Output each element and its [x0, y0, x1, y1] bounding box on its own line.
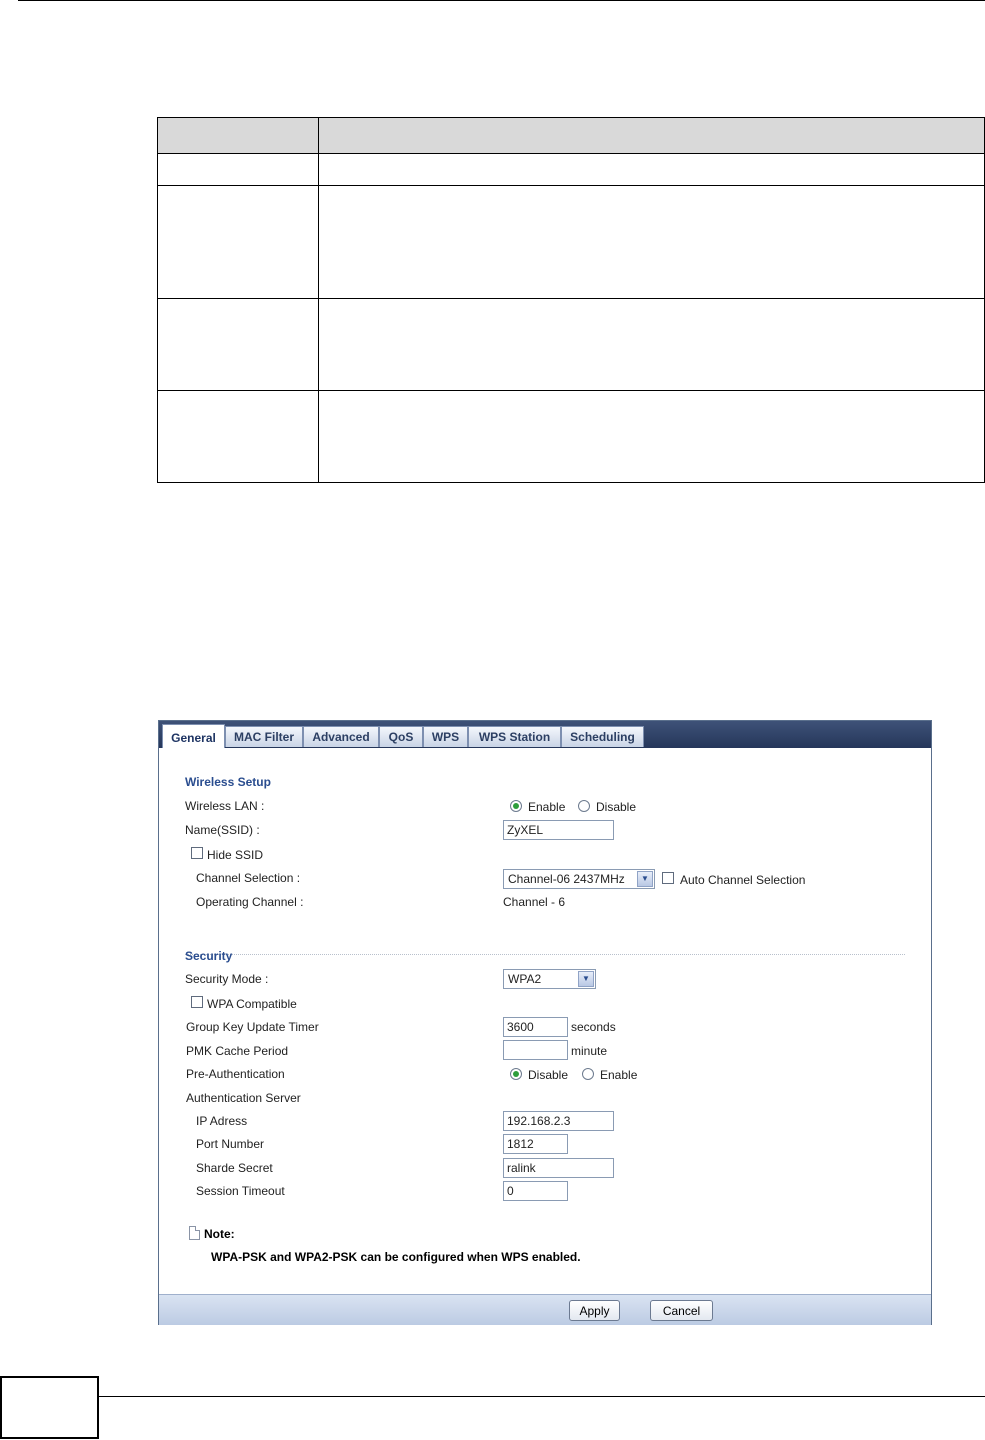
tab-mac-filter[interactable]: MAC Filter	[225, 726, 303, 747]
pre-auth-disable-radio[interactable]	[510, 1068, 522, 1080]
shared-secret-input[interactable]	[503, 1158, 614, 1178]
pre-auth-enable-radio[interactable]	[582, 1068, 594, 1080]
security-mode-dropdown[interactable]	[503, 969, 596, 989]
wireless-lan-disable-label: Disable	[596, 800, 637, 814]
footer-rule	[99, 1396, 985, 1397]
general-panel	[159, 748, 931, 1294]
chevron-down-icon: ▼	[578, 971, 594, 987]
note-title: Note:	[204, 1227, 235, 1241]
ip-address-label: IP Adress	[196, 1114, 248, 1128]
wireless-lan-enable-label: Enable	[528, 800, 566, 814]
ssid-label: Name(SSID) :	[185, 823, 260, 837]
security-mode-label: Security Mode :	[185, 972, 269, 986]
header-rule	[18, 0, 985, 1]
pre-auth-enable-label: Enable	[600, 1068, 638, 1082]
tab-wps[interactable]: WPS	[423, 726, 468, 747]
channel-selection-label: Channel Selection :	[196, 871, 301, 885]
button-bar	[159, 1294, 931, 1325]
group-key-label: Group Key Update Timer	[186, 1020, 319, 1034]
pre-auth-disable-label: Disable	[528, 1068, 569, 1082]
security-heading: Security	[185, 949, 233, 963]
table-row	[158, 299, 985, 391]
operating-channel-label: Operating Channel :	[196, 895, 304, 909]
port-number-label: Port Number	[196, 1137, 265, 1151]
wpa-compatible-label: WPA Compatible	[207, 997, 297, 1011]
ip-address-input[interactable]	[503, 1111, 614, 1131]
cancel-button[interactable]: Cancel	[650, 1300, 713, 1321]
channel-selection-value: Channel-06 2437MHz	[508, 872, 625, 886]
pmk-cache-unit: minute	[571, 1044, 608, 1058]
table-row	[158, 391, 985, 483]
section-divider	[185, 954, 905, 955]
security-mode-value: WPA2	[508, 972, 542, 986]
tab-bar	[159, 721, 931, 748]
hide-ssid-label: Hide SSID	[207, 848, 264, 862]
wireless-lan-disable-radio[interactable]	[578, 800, 590, 812]
tab-advanced[interactable]: Advanced	[303, 726, 379, 747]
pmk-cache-input[interactable]	[503, 1040, 568, 1060]
note-icon	[189, 1226, 200, 1240]
tab-scheduling[interactable]: Scheduling	[561, 726, 644, 747]
wireless-settings-window	[158, 720, 932, 1325]
table-header-row	[158, 118, 985, 154]
hide-ssid-checkbox[interactable]	[191, 847, 203, 859]
page-number-box	[0, 1376, 99, 1439]
shared-secret-label: Sharde Secret	[196, 1161, 273, 1175]
tab-qos[interactable]: QoS	[379, 726, 423, 747]
operating-channel-value: Channel - 6	[503, 895, 566, 909]
tab-wps-station[interactable]: WPS Station	[468, 726, 561, 747]
authentication-server-label: Authentication Server	[186, 1091, 301, 1105]
note-text: WPA-PSK and WPA2-PSK can be configured when WPS enabled.	[211, 1250, 581, 1264]
table-row	[158, 186, 985, 299]
ssid-input[interactable]	[503, 820, 614, 840]
wpa-compatible-checkbox[interactable]	[191, 996, 203, 1008]
session-timeout-input[interactable]	[503, 1181, 568, 1201]
auto-channel-label: Auto Channel Selection	[680, 873, 806, 887]
port-number-input[interactable]	[503, 1134, 568, 1154]
apply-button[interactable]: Apply	[569, 1300, 620, 1321]
wireless-setup-heading: Wireless Setup	[185, 775, 271, 789]
pre-authentication-label: Pre-Authentication	[186, 1067, 285, 1081]
group-key-input[interactable]	[503, 1017, 568, 1037]
description-table	[157, 117, 985, 483]
tab-general[interactable]: General	[162, 724, 225, 749]
table-row	[158, 154, 985, 186]
wireless-lan-enable-radio[interactable]	[510, 800, 522, 812]
pmk-cache-label: PMK Cache Period	[186, 1044, 289, 1058]
wireless-lan-label: Wireless LAN :	[185, 799, 265, 813]
chevron-down-icon: ▼	[637, 871, 653, 887]
group-key-unit: seconds	[571, 1020, 616, 1034]
auto-channel-checkbox[interactable]	[662, 872, 674, 884]
session-timeout-label: Session Timeout	[196, 1184, 285, 1198]
channel-selection-dropdown[interactable]	[503, 869, 655, 889]
